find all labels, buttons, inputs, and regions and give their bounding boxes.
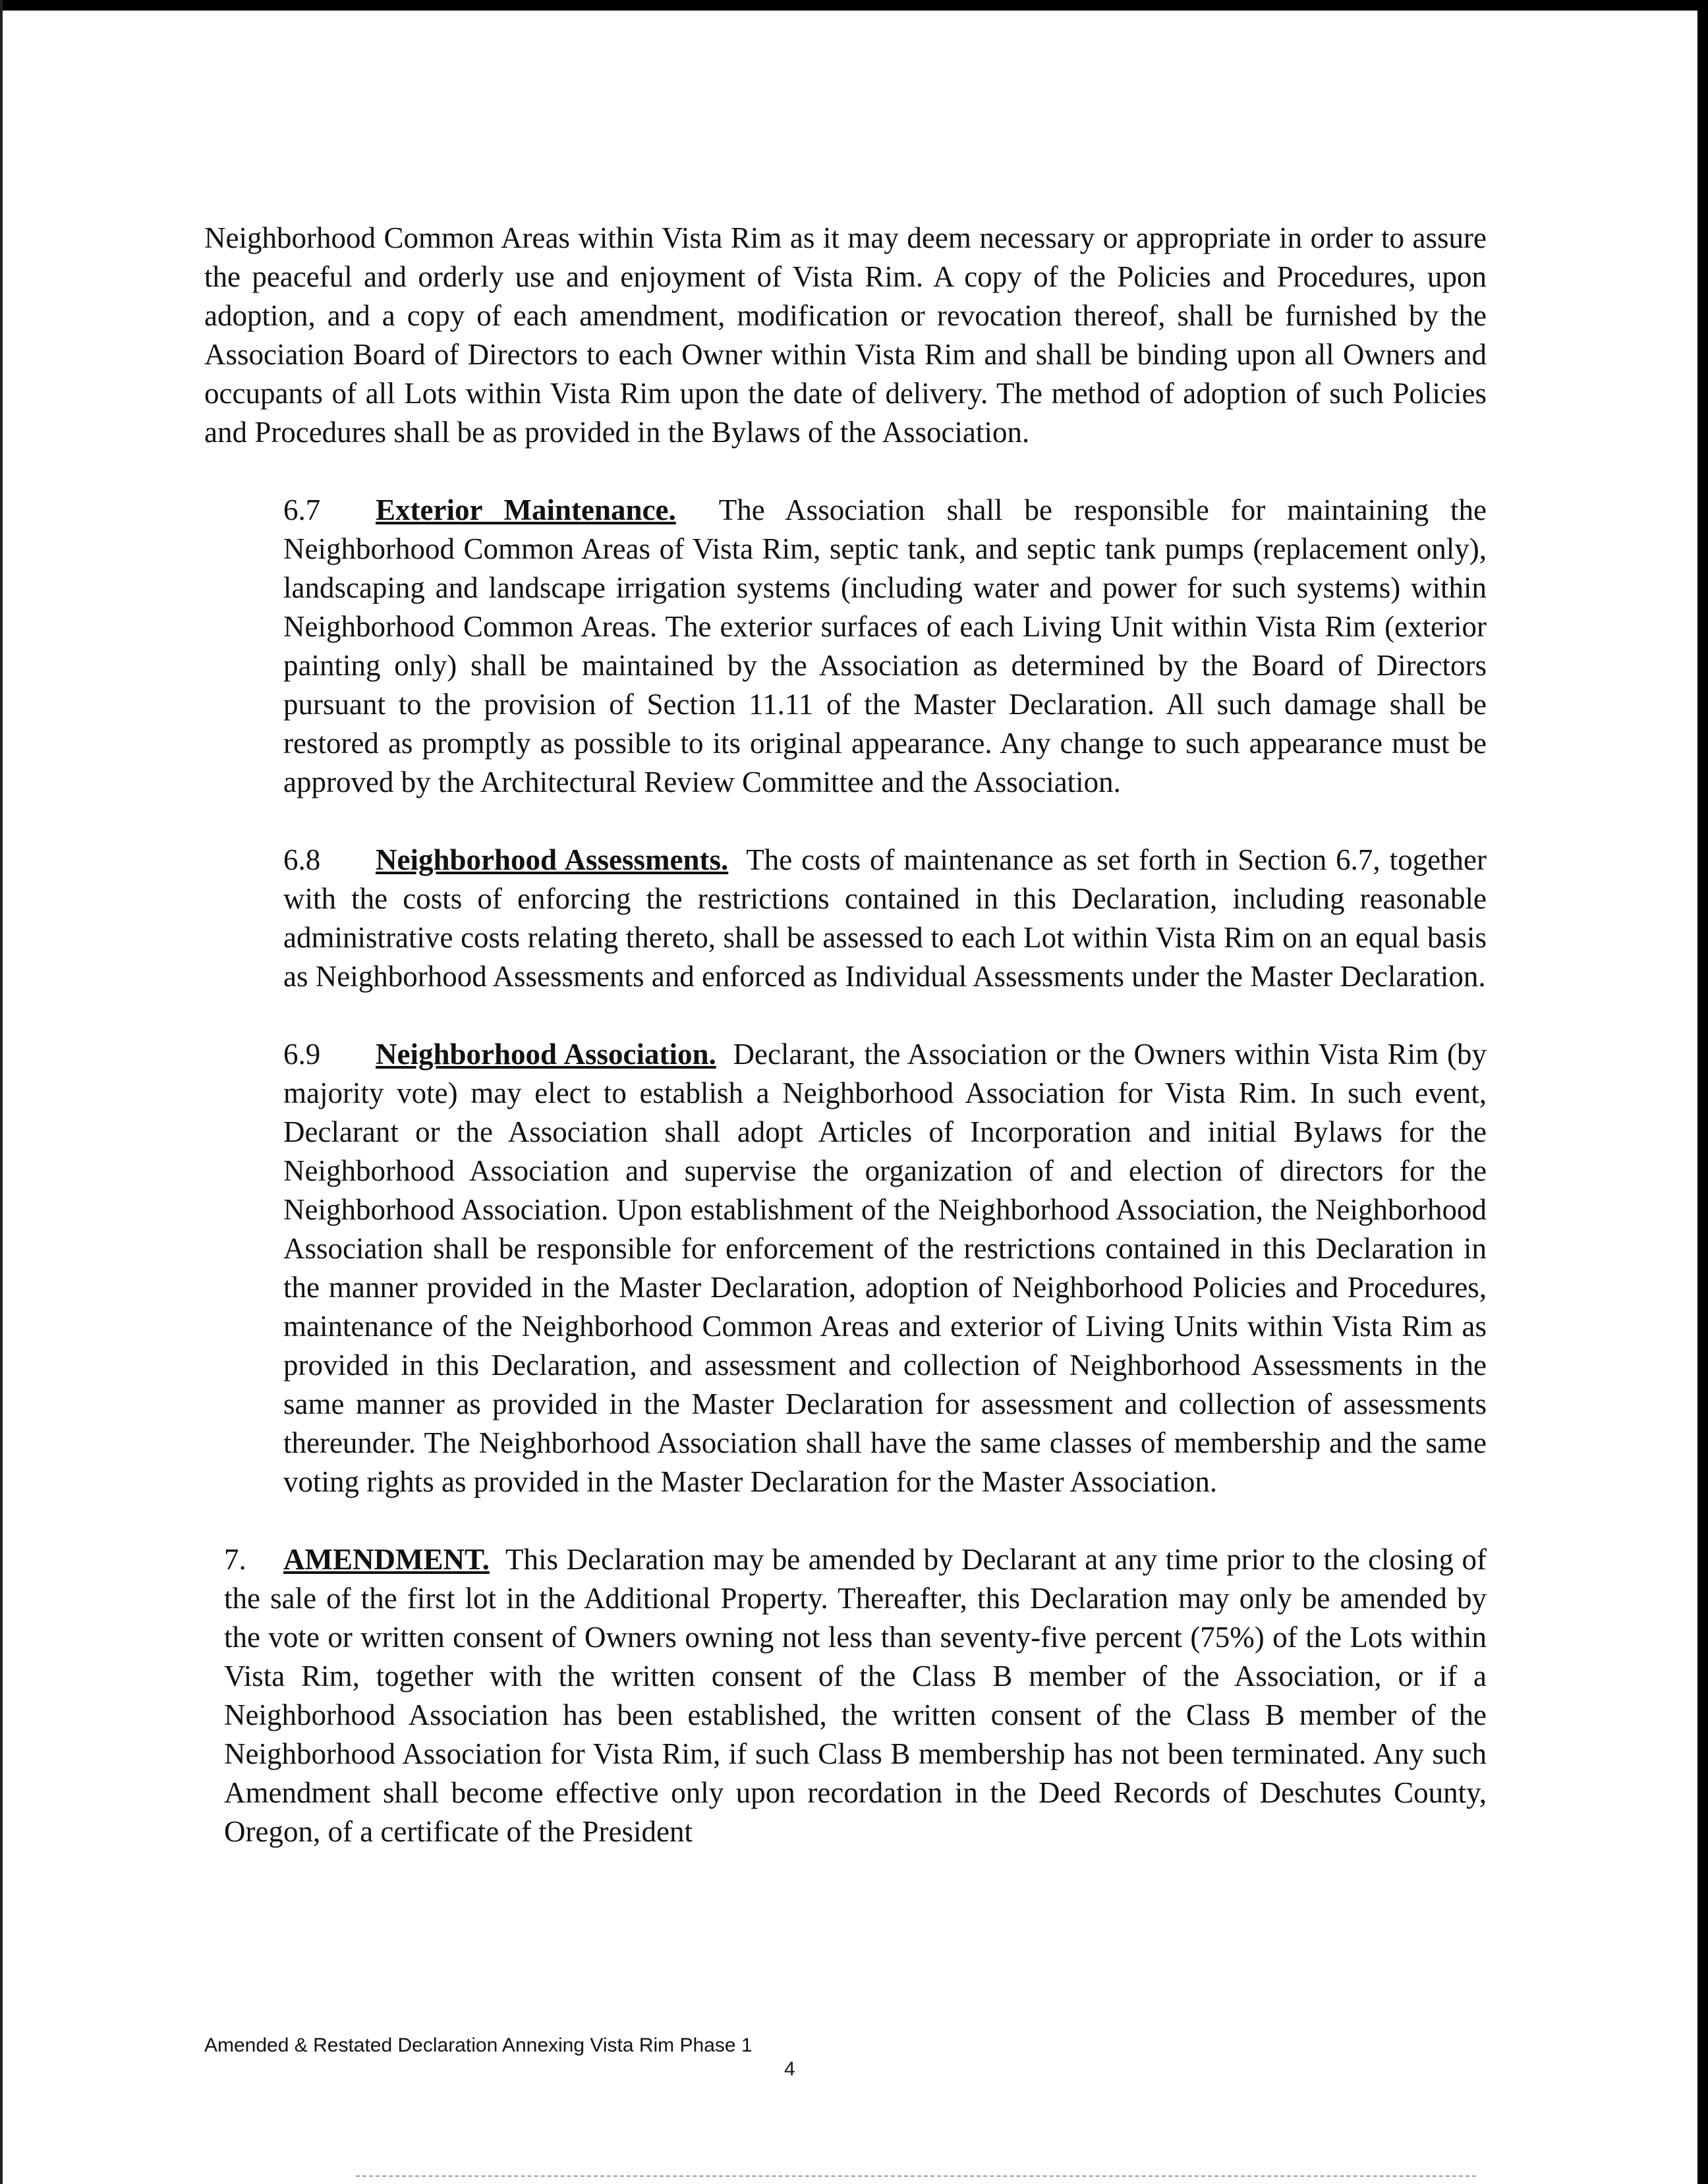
section-6-9 — [204, 1035, 1487, 1501]
section-text: The costs of maintenance as set forth in Section 6.7, together with the costs of enforcing the restrictions contained in this Declaration, including reasonable administrative costs relating thereto, shall be assessed to each Lot within Vista Rim on an equal basis as Neighborhood Assessments and enforced as Individual Assessments under the Master Declaration. — [283, 843, 1487, 993]
section-number: 6.9 — [283, 1038, 321, 1071]
footer-page-number: 4 — [784, 2058, 795, 2080]
section-heading: Exterior Maintenance. — [376, 493, 676, 526]
intro-paragraph: Neighborhood Common Areas within Vista Rim as it may deem necessary or appropriate in order to assure the peaceful and orderly use and enjoyment of Vista Rim. A copy of the Policies and Procedures, upon adoption, and a copy of each amendment, modification or revocation thereof, shall be furnished by the Association Board of Directors to each Owner within Vista Rim and shall be binding upon all Owners and occupants of all Lots within Vista Rim upon the date of delivery. The method of adoption of such Policies and Procedures shall be as provided in the Bylaws of the Association. — [204, 221, 1487, 449]
scan-border-right — [1697, 0, 1708, 2184]
section-6-8 — [204, 841, 1487, 996]
section-6-7 — [204, 491, 1487, 802]
section-text: This Declaration may be amended by Declarant at any time prior to the closing of the sale of the first lot in the Additional Property. Thereafter, this Declaration may only be amended by the vote or written consent of Owners owning not less than seventy-five percent (75%) of the Lots within Vista Rim, together with the written consent of the Class B member of the Association, or if a Neighborhood Association has been established, the written consent of the Class B member of the Neighborhood Association for Vista Rim, if such Class B membership has not been terminated. Any such Amendment shall become effective only upon recordation in the Deed Records of Deschutes County, Oregon, of a certificate of the President — [224, 1543, 1487, 1848]
section-number: 7. — [224, 1543, 246, 1576]
section-text: The Association shall be responsible for maintaining the Neighborhood Common Areas of Vista Rim, septic tank, and septic tank pumps (replacement only), landscaping and landscape irrigation systems (including water and power for such systems) within Neighborhood Common Areas. The exterior surfaces of each Living Unit within Vista Rim (exterior painting only) shall be maintained by the Association as determined by the Board of Directors pursuant to the provision of Section 11.11 of the Master Declaration. All such damage shall be restored as promptly as possible to its original appearance. Any change to such appearance must be approved by the Architectural Review Committee and the Association. — [283, 493, 1487, 798]
section-number: 6.7 — [283, 493, 321, 526]
section-text: Declarant, the Association or the Owners within Vista Rim (by majority vote) may elect to establish a Neighborhood Association for Vista Rim. In such event, Declarant or the Association shall adopt Articles of Incorporation and initial Bylaws for the Neighborhood Association and supervise the organization of and election of directors for the Neighborhood Association. Upon establishment of the Neighborhood Association, the Neighborhood Association shall be responsible for enforcement of the restrictions contained in this Declaration in the manner provided in the Master Declaration, adoption of Neighborhood Policies and Procedures, maintenance of the Neighborhood Common Areas and exterior of Living Units within Vista Rim as provided in this Declaration, and assessment and collection of Neighborhood Assessments in the same manner as provided in the Master Declaration for assessment and collection of assessments thereunder. The Neighborhood Association shall have the same classes of membership and the same voting rights as provided in the Master Declaration for the Master Association. — [283, 1038, 1487, 1498]
document-body — [204, 219, 1487, 1851]
section-heading: Neighborhood Association. — [376, 1038, 716, 1071]
section-heading: Neighborhood Assessments. — [376, 843, 729, 876]
scan-bottom-edge — [356, 2175, 1476, 2178]
section-7-amendment — [204, 1540, 1487, 1851]
scan-border-top — [0, 0, 1708, 11]
section-heading: AMENDMENT. — [283, 1543, 490, 1576]
footer-document-title: Amended & Restated Declaration Annexing Vista Rim Phase 1 — [204, 2034, 753, 2056]
section-number: 6.8 — [283, 843, 321, 876]
scan-border-left — [0, 0, 3, 2184]
